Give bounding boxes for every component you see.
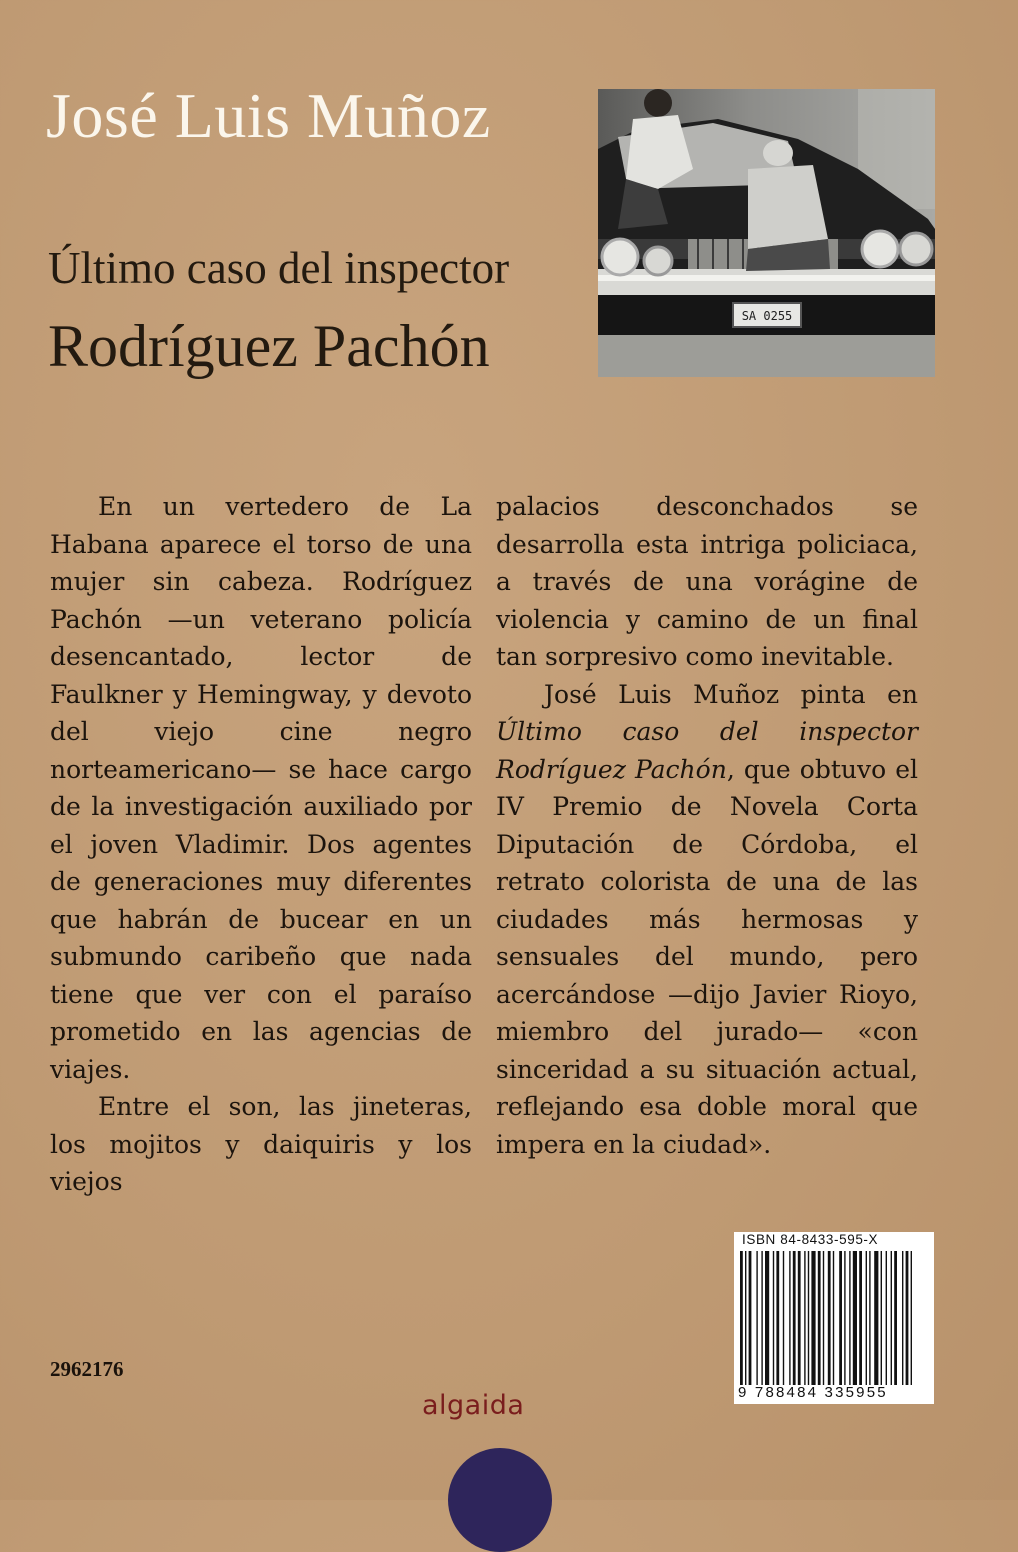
blurb-p3-end: , que obtuvo el IV Premio de Novela Corta Diputación de Córdoba, el retrato colorista de una de las ciudades más hermosas y sensuales del mundo, pero acercándose —dijo Javier Rioyo, miembro del jurado— «con sinceridad a su situación actual, reflejando esa doble moral que impera en la ciudad».	[496, 754, 918, 1159]
license-plate: SA 0255	[741, 309, 793, 323]
blurb-paragraph-3	[496, 676, 918, 1164]
isbn-barcode	[734, 1232, 934, 1404]
publisher-logo: algaida	[422, 1390, 525, 1421]
blurb-book-title: Último caso del inspector Rodríguez Pachón	[496, 717, 918, 784]
isbn-label: ISBN 84-8433-595-X	[742, 1232, 879, 1247]
blurb-paragraph-1: En un vertedero de La Habana aparece el torso de una mujer sin cabeza. Rodríguez Pachón —un veterano policía desencantado, lector de Faulkner y Hemingway, y devoto del viejo cine negro norteamericano— se hace cargo de la investigación auxiliado por el joven Vladimir. Dos agentes de generaciones muy diferentes que habrán de bucear en un submundo caribeño que nada tiene que ver con el paraíso prometido en las agencias de viajes.	[50, 492, 472, 1084]
car-photo-illustration	[598, 89, 935, 377]
catalog-number: 2962176	[50, 1357, 124, 1381]
blurb-p3-start: José Luis Muñoz pinta en	[544, 679, 918, 709]
ean-digits: 9 788484 335955	[738, 1384, 888, 1401]
book-title-line-1: Último caso del inspector	[48, 243, 510, 293]
cover-photo	[598, 89, 935, 377]
blurb-paragraph-2: Entre el son, las jineteras, los mojitos y daiquiris y los viejos	[50, 1092, 472, 1196]
blurb-paragraph-2-continued: palacios desconchados se desarrolla esta intriga policiaca, a través de una vorágine de violencia y camino de un final tan sorpresivo como inevitable.	[496, 492, 918, 671]
book-title-line-2: Rodríguez Pachón	[48, 313, 490, 379]
blurb-right-column	[496, 488, 918, 1163]
spine-mark	[448, 1448, 552, 1552]
author-name: José Luis Muñoz	[46, 80, 491, 151]
barcode-bars	[740, 1251, 928, 1385]
blurb-left-column	[50, 488, 472, 1201]
